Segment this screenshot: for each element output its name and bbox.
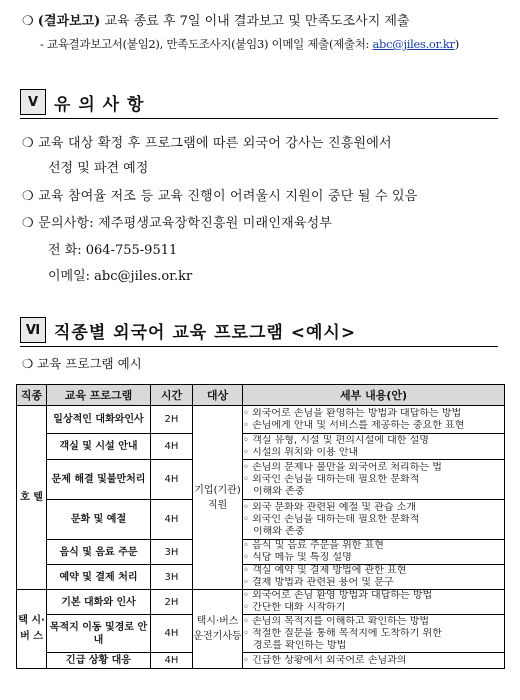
program-cell (47, 615, 151, 653)
details-cell (243, 590, 505, 615)
program-cell (47, 406, 151, 434)
target-line: 기업 (194, 484, 214, 496)
section-header-6 (20, 316, 356, 344)
category-line: 택 시 (18, 615, 41, 626)
program-line: 목적지 이동 및 (49, 621, 115, 633)
details-cell (243, 615, 505, 653)
notice-item-cont: 선정 및 파견 예정 (48, 161, 149, 176)
table-row (17, 406, 505, 434)
detail-line: ◦ 손님의 목적지를 이해하고 확인하는 방법 (243, 615, 430, 627)
detail-line: ◦ 객실 예약 및 결제 방법에 관한 표현 (243, 565, 407, 576)
target-line: 등 (231, 631, 242, 642)
section-title: 직종별 외국어 교육 프로그램 <예시> (54, 322, 357, 343)
contact-phone: 전 화: 064-755-9511 (48, 243, 178, 258)
col-header-details: 세부 내용(안) (243, 385, 505, 406)
program-line: 기본 대화와 인사 (61, 596, 136, 608)
detail-line: ◦ 외국 문화와 관련된 예절 및 관습 소개 (243, 501, 417, 513)
program-cell (47, 460, 151, 500)
program-cell (47, 653, 151, 669)
report-sub-text: - 교육결과보고서(붙임2), 만족도조사지(붙임3) 이메일 제출(제출처: (40, 37, 373, 51)
detail-line: ◦ 외국어로 손님 환영 방법과 대답하는 방법 (243, 590, 433, 601)
email-link[interactable]: abc@jiles.or.kr (372, 37, 455, 51)
time-cell: 3H (151, 540, 193, 565)
category-line: 호 (20, 491, 30, 503)
detail-line: ◦ 간단한 대화 시작하기 (243, 602, 346, 613)
col-header-target: 대상 (193, 385, 243, 406)
category-cell (17, 406, 47, 590)
detail-line: ◦ 손님에게 안내 및 서비스를 제공하는 중요한 표현 (243, 419, 465, 431)
contact-email: 이메일: abc@jiles.or.kr (48, 269, 193, 284)
category-line: 텔 (33, 491, 43, 503)
col-header-program: 교육 프로그램 (47, 385, 151, 406)
section-number: Ⅴ (20, 89, 46, 115)
target-line: 직원 (207, 499, 228, 511)
col-header-category: 직종 (17, 385, 47, 406)
table-row (17, 590, 505, 615)
time-cell: 4H (151, 500, 193, 540)
table-row (17, 434, 505, 460)
detail-line: ◦ 결제 방법과 관련된 용어 및 문구 (243, 577, 394, 588)
program-cell (47, 500, 151, 540)
time-cell: 4H (151, 434, 193, 460)
program-line: 객실 및 시설 안내 (59, 441, 138, 452)
program-line: 문화 및 예절 (70, 514, 127, 525)
target-line: 택시·버스 (196, 616, 239, 627)
program-cell (47, 540, 151, 565)
report-label: (결과보고) (37, 14, 101, 29)
report-text: 교육 종료 후 7일 이내 결과보고 및 만족도조사지 제출 (100, 14, 410, 29)
detail-line: ◦ 식당 메뉴 및 특징 설명 (243, 552, 352, 563)
program-line: 일상적인 대화와 (53, 414, 125, 425)
detail-line: ◦ 외국인 손님을 대하는데 필요한 문화적 (243, 513, 420, 525)
section-divider (20, 346, 498, 347)
time-cell: 3H (151, 565, 193, 590)
category-line: · (41, 615, 45, 626)
report-sub-end: ) (454, 37, 459, 51)
notice-item: ❍ 문의사항: 제주평생교육장학진흥원 미래인재육성부 (22, 216, 333, 231)
category-line: 버 스 (20, 631, 43, 642)
detail-line: ◦ 객실 유형, 시설 및 편의시설에 대한 설명 (243, 434, 429, 446)
details-cell (243, 653, 505, 669)
target-cell (193, 590, 243, 669)
section-number: Ⅵ (20, 317, 46, 343)
program-cell (47, 565, 151, 590)
detail-line: ◦ 외국인 손님을 대하는데 필요한 문화적 (243, 473, 420, 485)
notice-item: ❍ 교육 대상 확정 후 프로그램에 따른 외국어 강사는 진흥원에서 (22, 136, 392, 151)
time-cell: 4H (151, 460, 193, 500)
detail-line: ◦ 외국어로 손님을 환영하는 방법과 대답하는 방법 (243, 407, 462, 419)
category-cell (17, 590, 47, 669)
bullet: ❍ (22, 14, 34, 29)
table-row (17, 460, 505, 500)
detail-line: 경로를 확인하는 방법 (253, 639, 347, 651)
details-cell (243, 565, 505, 590)
details-cell (243, 540, 505, 565)
program-line: 경로 안내 (93, 621, 148, 646)
report-line (22, 10, 410, 29)
time-cell: 2H (151, 590, 193, 615)
table-row (17, 615, 505, 653)
program-cell (47, 434, 151, 460)
program-table (16, 384, 505, 669)
detail-line: 이해와 존중 (253, 525, 305, 537)
program-line: 인사 (124, 414, 144, 425)
notice-item: ❍ 교육 참여율 저조 등 교육 진행이 어려울시 지원이 중단 될 수 있음 (22, 189, 418, 204)
detail-line: ◦ 적절한 질문을 통해 목적지에 도착하기 위한 (243, 627, 442, 639)
program-line: 불만처리 (106, 474, 146, 485)
detail-line: ◦ 음식 및 음료 주문을 위한 표현 (243, 540, 384, 551)
section-divider (20, 118, 498, 119)
detail-line: ◦ 긴급한 상황에서 외국어로 손님과의 (243, 654, 407, 666)
table-row (17, 500, 505, 540)
program-cell (47, 590, 151, 615)
target-line: 운전기사 (193, 631, 232, 642)
section-header-5 (20, 88, 144, 116)
details-cell (243, 460, 505, 500)
target-cell (193, 406, 243, 590)
detail-line: ◦ 손님의 문제나 불만을 외국어로 처리하는 법 (243, 461, 442, 473)
time-cell: 4H (151, 653, 193, 669)
time-cell: 2H (151, 406, 193, 434)
details-cell (243, 406, 505, 434)
target-line: (기관) (213, 484, 241, 496)
program-line: 음식 및 음료 주문 (59, 546, 138, 558)
time-cell: 4H (151, 615, 193, 653)
program-line: 문제 해결 및 (51, 474, 107, 485)
program-line: 긴급 상황 대응 (66, 655, 131, 666)
table-row (17, 653, 505, 669)
details-cell (243, 500, 505, 540)
details-cell (243, 434, 505, 460)
detail-line: 이해와 존중 (253, 485, 305, 497)
table-row (17, 540, 505, 565)
table-header-row (17, 385, 505, 406)
report-sub-line (40, 36, 459, 52)
table-caption: ❍ 교육 프로그램 예시 (22, 356, 142, 371)
program-line: 예약 및 결제 처리 (59, 571, 138, 583)
section-title: 유 의 사 항 (54, 94, 145, 115)
col-header-time: 시간 (151, 385, 193, 406)
detail-line: ◦ 시설의 위치와 이용 안내 (243, 446, 359, 458)
table-row (17, 565, 505, 590)
